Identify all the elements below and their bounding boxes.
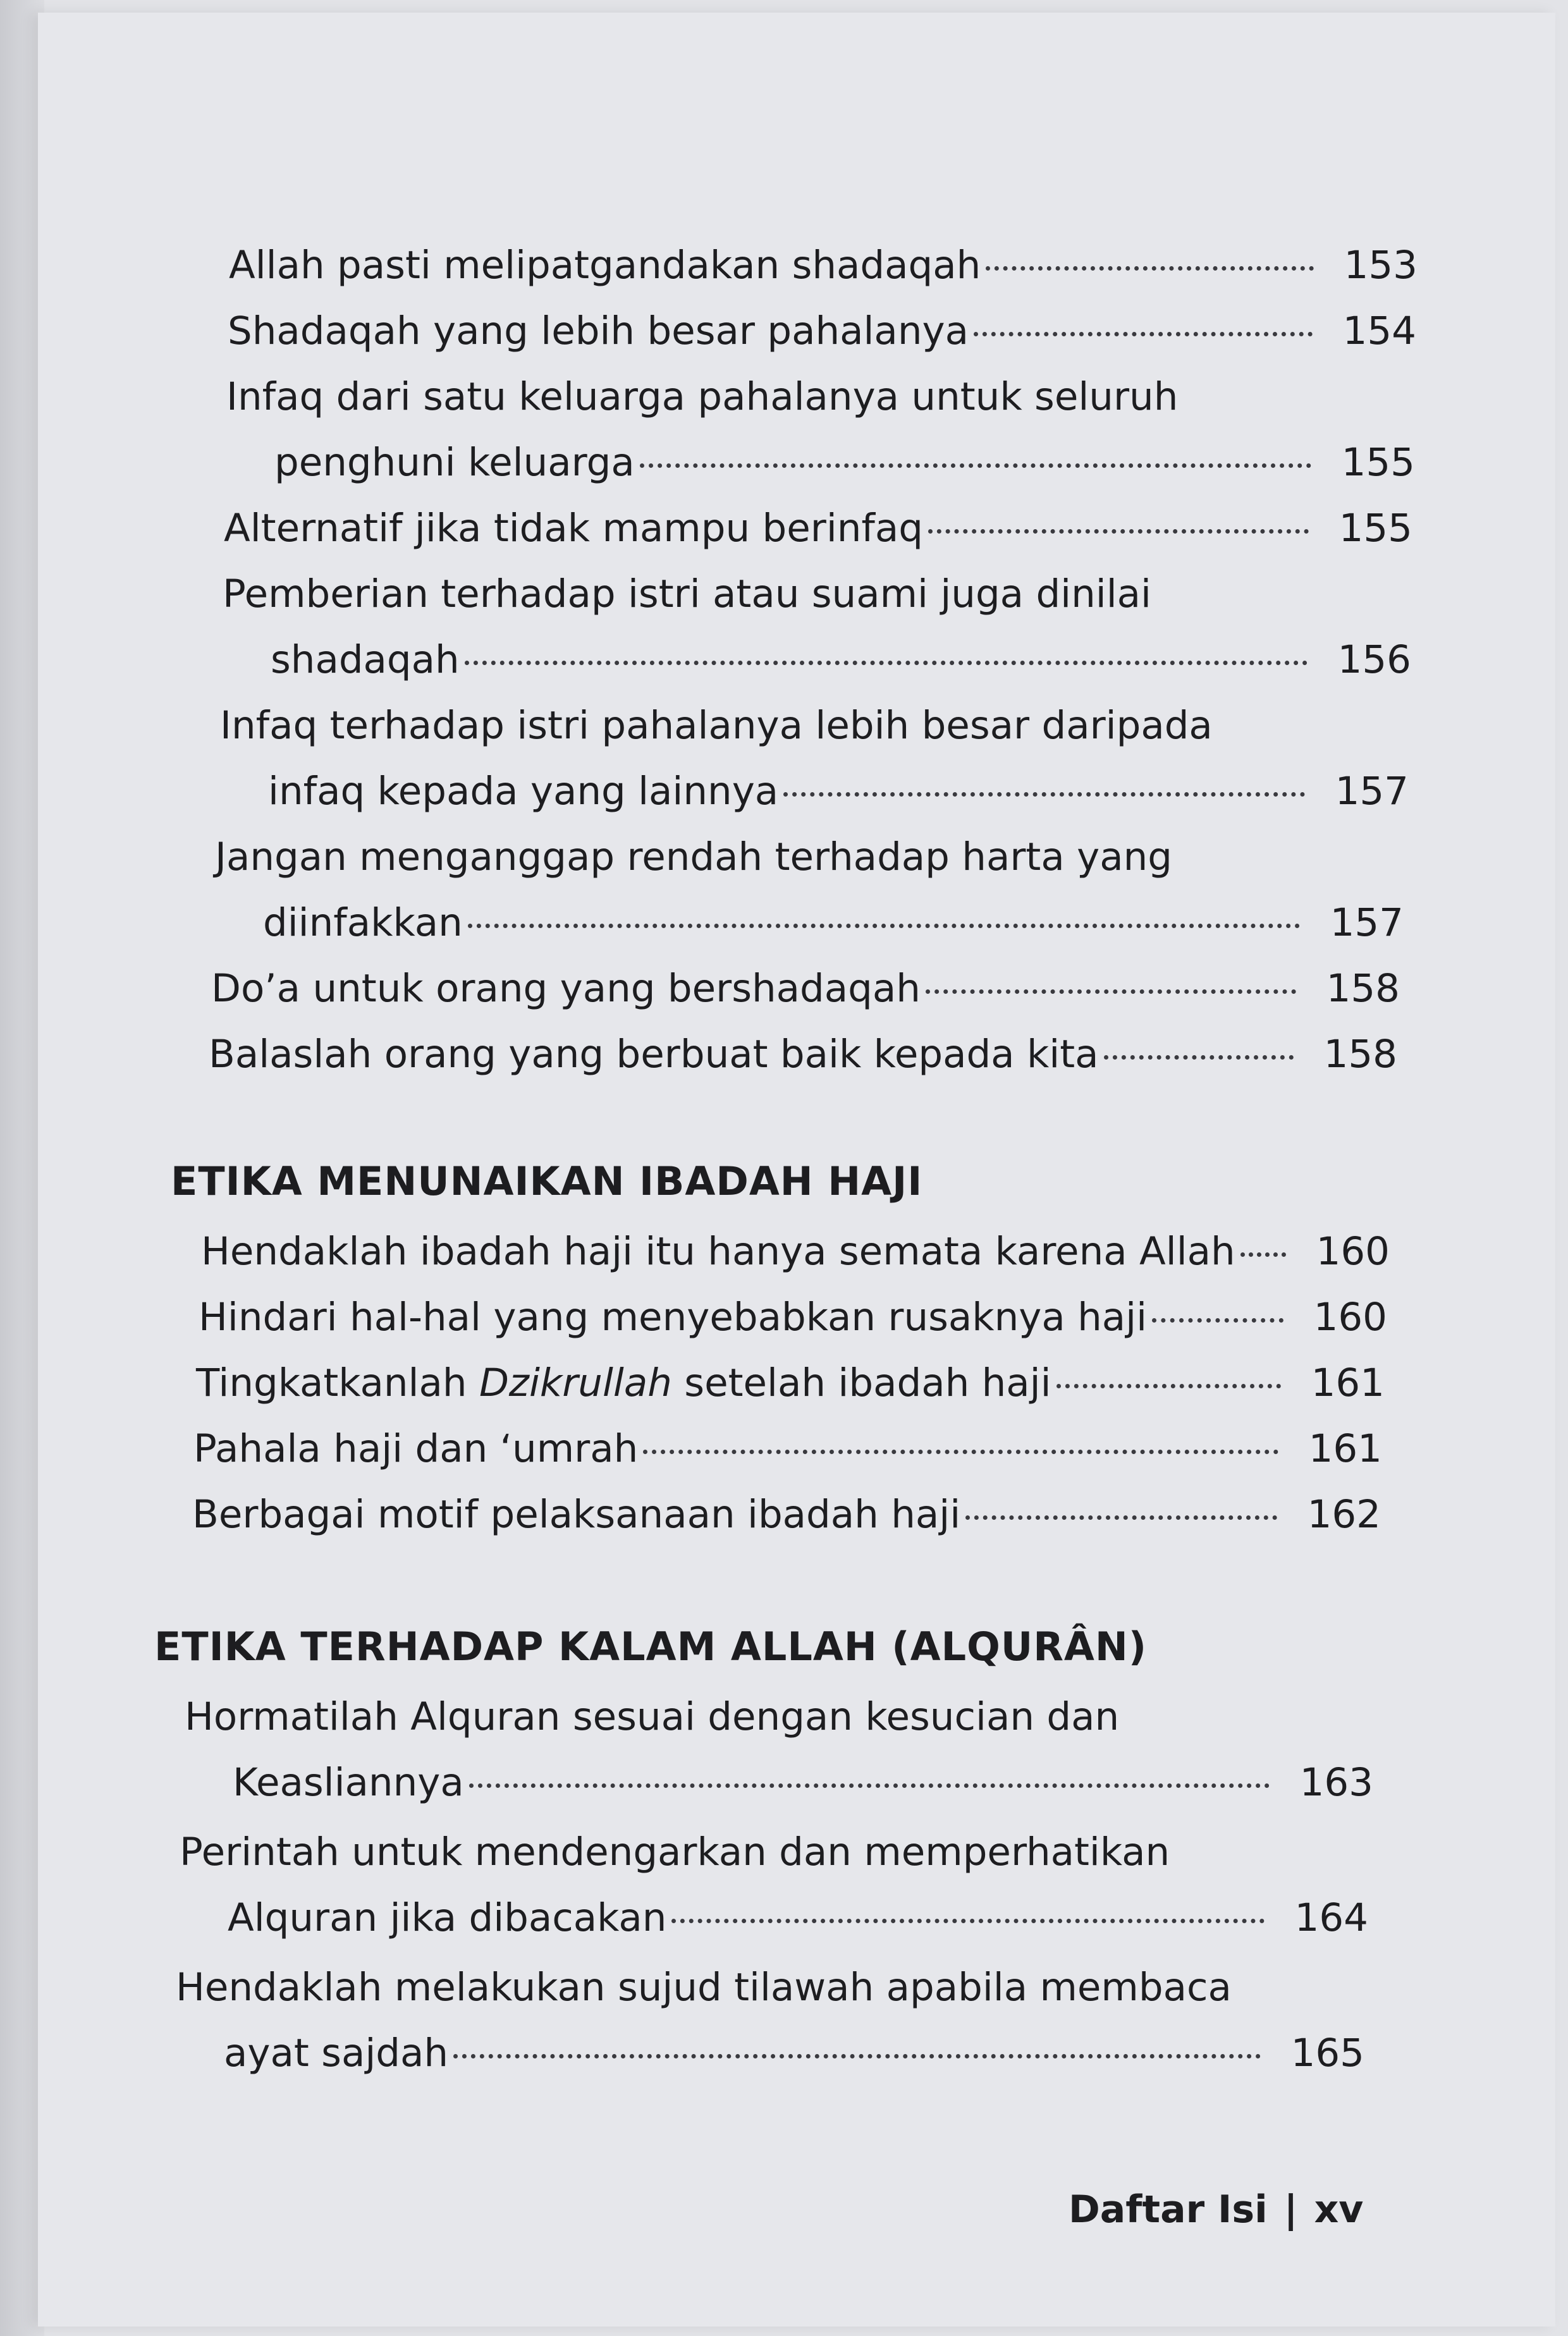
- toc-entry: [220, 693, 1409, 824]
- footer-separator: |: [1283, 2187, 1298, 2232]
- toc-entry-title: Balaslah orang yang berbuat baik kepada kita: [209, 1032, 1099, 1077]
- toc-entry-title: Hendaklah ibadah haji itu hanya semata karena Allah: [201, 1229, 1235, 1274]
- dot-leader: [465, 661, 1308, 665]
- toc-entry-title: Hormatilah Alquran sesuai dengan kesucian dan: [185, 1694, 1120, 1739]
- dot-leader: [453, 2054, 1261, 2058]
- toc-entry: [199, 1285, 1387, 1350]
- toc-entry: [229, 233, 1418, 298]
- toc-entry-page: 154: [1342, 309, 1416, 353]
- section-heading-haji: ETIKA MENUNAIKAN IBADAH HAJI: [171, 1158, 923, 1204]
- toc-entry: [224, 496, 1412, 561]
- toc-entry-title: [196, 1350, 1051, 1416]
- toc-entry-page: 158: [1323, 1032, 1397, 1077]
- toc-entry-title: Pahala haji dan ‘umrah: [193, 1426, 639, 1471]
- toc-entry: [192, 1482, 1381, 1548]
- toc-entry-title-cont: infaq kepada yang lainnya: [268, 769, 779, 814]
- dot-leader: [469, 1783, 1270, 1788]
- dot-leader: [1240, 1252, 1286, 1257]
- section-heading-quran: ETIKA TERHADAP KALAM ALLAH (ALQURÂN): [154, 1624, 1148, 1670]
- toc-entry-page: 158: [1326, 966, 1400, 1011]
- toc-entry-title-cont: Keasliannya: [233, 1760, 464, 1805]
- toc-entry-title: Hendaklah melakukan sujud tilawah apabila membaca: [176, 1965, 1232, 2010]
- dot-leader: [783, 792, 1305, 797]
- footer-label: Daftar Isi: [1069, 2187, 1268, 2232]
- toc-entry: [223, 561, 1411, 693]
- toc-entry-title: Alternatif jika tidak mampu berinfaq: [224, 506, 924, 551]
- toc-entry-page: 157: [1330, 900, 1404, 945]
- dot-leader: [926, 989, 1296, 994]
- toc-entry-title-italic: Dzikrullah: [479, 1361, 672, 1405]
- toc-entry-page: 165: [1290, 2031, 1364, 2076]
- toc-entry-title: Pemberian terhadap istri atau suami juga dinilai: [223, 572, 1152, 616]
- dot-leader: [1057, 1384, 1281, 1388]
- toc-entry-page: 164: [1294, 1895, 1368, 1940]
- toc-entry-title: Shadaqah yang lebih besar pahalanya: [228, 309, 969, 353]
- dot-leader: [640, 463, 1311, 468]
- toc-entry-title: Hindari hal-hal yang menyebabkan rusaknya haji: [199, 1295, 1148, 1340]
- toc-entry-title: Berbagai motif pelaksanaan ibadah haji: [192, 1492, 961, 1537]
- toc-entry: [211, 956, 1400, 1022]
- dot-leader: [468, 924, 1300, 928]
- toc-entry: [180, 1819, 1368, 1951]
- toc-entry-title-cont: shadaqah: [271, 637, 460, 682]
- toc-entry-title: Infaq dari satu keluarga pahalanya untuk seluruh: [226, 374, 1179, 419]
- page-footer: [1069, 2187, 1363, 2232]
- toc-entry-title-cont: Alquran jika dibacakan: [228, 1895, 667, 1940]
- dot-leader: [986, 266, 1314, 271]
- toc-entry-title-cont: diinfakkan: [263, 900, 463, 945]
- toc-entry: [185, 1684, 1373, 1816]
- toc-entry-title: Jangan menganggap rendah terhadap harta yang: [215, 835, 1172, 879]
- dot-leader: [965, 1515, 1277, 1520]
- toc-entry-title-cont: penghuni keluarga: [274, 440, 635, 485]
- dot-leader: [643, 1450, 1278, 1454]
- toc-entry-page: 157: [1335, 769, 1409, 814]
- toc-entry: [209, 1022, 1397, 1087]
- toc-entry-title-post: setelah ibadah haji: [671, 1361, 1051, 1405]
- toc-entry-title-pre: Tingkatkanlah: [196, 1361, 479, 1405]
- toc-entry: [215, 824, 1404, 956]
- toc-entry-page: 160: [1316, 1229, 1390, 1274]
- toc-entry: [193, 1416, 1382, 1482]
- toc-entry-page: 153: [1344, 243, 1418, 288]
- toc-entry-page: 155: [1338, 506, 1412, 551]
- dot-leader: [974, 332, 1313, 336]
- toc-entry-title: Do’a untuk orang yang bershadaqah: [211, 966, 921, 1011]
- toc-entry-title: Perintah untuk mendengarkan dan memperhatikan: [180, 1830, 1170, 1874]
- toc-entry-title-cont: ayat sajdah: [224, 2031, 449, 2076]
- toc-entry-title: Infaq terhadap istri pahalanya lebih besar daripada: [220, 703, 1213, 748]
- dot-leader: [928, 529, 1309, 534]
- toc-entry-page: 156: [1337, 637, 1411, 682]
- dot-leader: [1152, 1318, 1283, 1323]
- toc-entry-page: 162: [1307, 1492, 1381, 1537]
- toc-entry: [228, 298, 1416, 364]
- toc-entry-page: 155: [1341, 440, 1415, 485]
- toc-entry-page: 161: [1311, 1361, 1385, 1405]
- dot-leader: [671, 1919, 1265, 1923]
- toc-entry: [196, 1350, 1385, 1416]
- toc-entry-page: 160: [1313, 1295, 1387, 1340]
- toc-entry: [226, 364, 1415, 496]
- toc-entry: [176, 1955, 1364, 2086]
- dot-leader: [1104, 1055, 1294, 1060]
- footer-page-number: xv: [1314, 2187, 1364, 2232]
- toc-entry-page: 161: [1308, 1426, 1382, 1471]
- toc-entry-page: 163: [1299, 1760, 1373, 1805]
- toc-entry-title: Allah pasti melipatgandakan shadaqah: [229, 243, 981, 288]
- toc-entry: [201, 1219, 1390, 1285]
